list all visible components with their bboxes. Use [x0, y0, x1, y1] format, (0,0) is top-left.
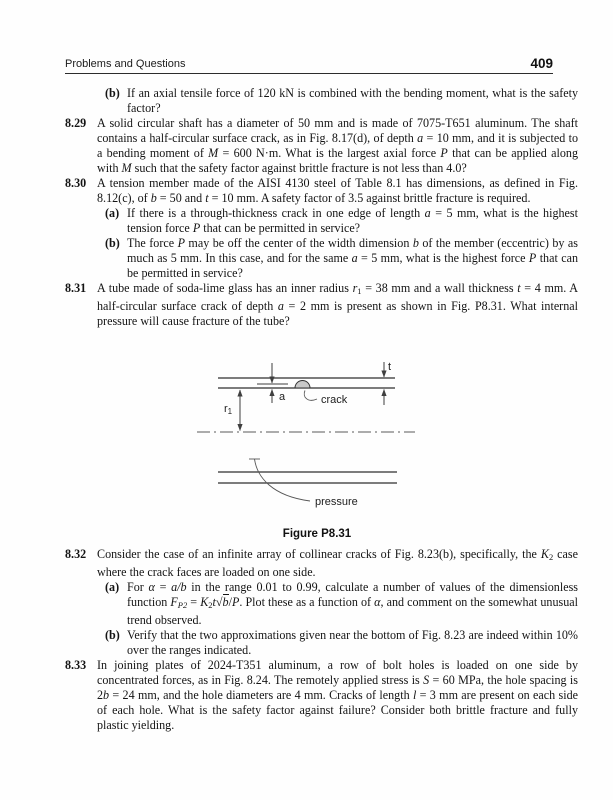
subitem-b: [105, 236, 578, 281]
problem-8.32: [65, 547, 578, 658]
problem-8.31: [65, 281, 578, 329]
subitem-b: [105, 86, 578, 116]
figure-caption: Figure P8.31: [282, 528, 352, 540]
pressure-label: pressure: [315, 496, 358, 508]
subitem-b: [105, 628, 578, 658]
problem-8.29: [65, 116, 578, 176]
header-rule: [65, 73, 553, 74]
problem-number: [65, 86, 97, 116]
subitem-label: (b): [105, 236, 120, 250]
subitem-label: (b): [105, 86, 120, 100]
subitem-text: For α = a/b in the range 0.01 to 0.99, calculate a number of values of the dimensionless function FP2 = K2t√b/P. Plot these as a function of α, and comment on the somewhat unusual trend observed.: [127, 580, 579, 628]
problem-text: A solid circular shaft has a diameter of 50 mm and is made of 7075-T651 aluminum. The shaft contains a half-circular surface crack, as in Fig. 8.17(d), of depth a = 10 mm, and it is subjected to a bending moment of M = 600 N·m. What is the largest axial force P that can be applied along with M such that the safety factor against brittle fracture is not less than 4.0?: [97, 116, 579, 175]
a-dim-label: a: [279, 391, 286, 403]
running-head: Problems and Questions: [65, 58, 186, 70]
problem-number: 8.32: [65, 547, 87, 562]
page-header: [65, 56, 553, 71]
subitem-text: The force P may be off the center of the width dimension b of the member (eccentric) by as much as 5 mm. In this case, and for the same a = 5 mm, what is the highest force P that can be permitted in service?: [127, 236, 579, 280]
subitem-label: (a): [105, 580, 120, 595]
problem-text: Consider the case of an infinite array of collinear cracks of Fig. 8.23(b), specifically, the K2 case where the crack faces are loaded on one side.: [97, 547, 578, 580]
problem-number: 8.33: [65, 658, 87, 673]
subitem-text: Verify that the two approximations given near the bottom of Fig. 8.23 are indeed within 10% over the ranges indicated.: [127, 628, 578, 658]
subitem-label: (a): [105, 206, 120, 220]
problem-8.30: [65, 176, 578, 281]
problem-8.33: [65, 658, 578, 733]
crack-shape: [295, 381, 310, 389]
pressure-leader-line: [255, 459, 311, 501]
crack-label: crack: [321, 394, 348, 406]
problem-number: 8.29: [65, 116, 87, 130]
subitem-a: [105, 206, 578, 236]
subitem-label: (b): [105, 628, 120, 643]
problem-number: 8.30: [65, 176, 87, 190]
subitem-text: If an axial tensile force of 120 kN is combined with the bending moment, what is the safety factor?: [127, 86, 578, 115]
page-number: 409: [530, 56, 553, 71]
problem-text: A tube made of soda-lime glass has an inner radius r1 = 38 mm and a wall thickness t = 4 mm. A half-circular surface crack of depth a = 2 mm is present as shown in Fig. P8.31. What internal pressure will cause fracture of the tube?: [97, 281, 579, 329]
problem-text: In joining plates of 2024-T351 aluminum, a row of bolt holes is loaded on one side by concentrated forces, as in Fig. 8.24. The remotely applied stress is S = 60 MPa, the hole spacing is 2b = 24 mm, and the hole diameters are 4 mm. Cracks of length l = 3 mm are present on each side of each hole. What is the safety factor against failure? Consider both brittle fracture and fully plastic yielding.: [97, 658, 578, 733]
subitem-a: [105, 580, 578, 628]
crack-leader-line: [304, 391, 317, 401]
problem-number: 8.31: [65, 281, 87, 295]
figure-p8.31: [0, 350, 613, 550]
problem-text: A tension member made of the AISI 4130 steel of Table 8.1 has dimensions, as defined in Fig. 8.12(c), of b = 50 and t = 10 mm. A safety factor of 3.5 against brittle fracture is required.: [97, 176, 578, 205]
r1-dim-label: r1: [224, 403, 233, 416]
t-dim-label: t: [388, 361, 392, 373]
problem-8.28-continued: [65, 86, 578, 116]
subitem-text: If there is a through-thickness crack in one edge of length a = 5 mm, what is the highest tension force P that can be permitted in service?: [127, 206, 578, 235]
